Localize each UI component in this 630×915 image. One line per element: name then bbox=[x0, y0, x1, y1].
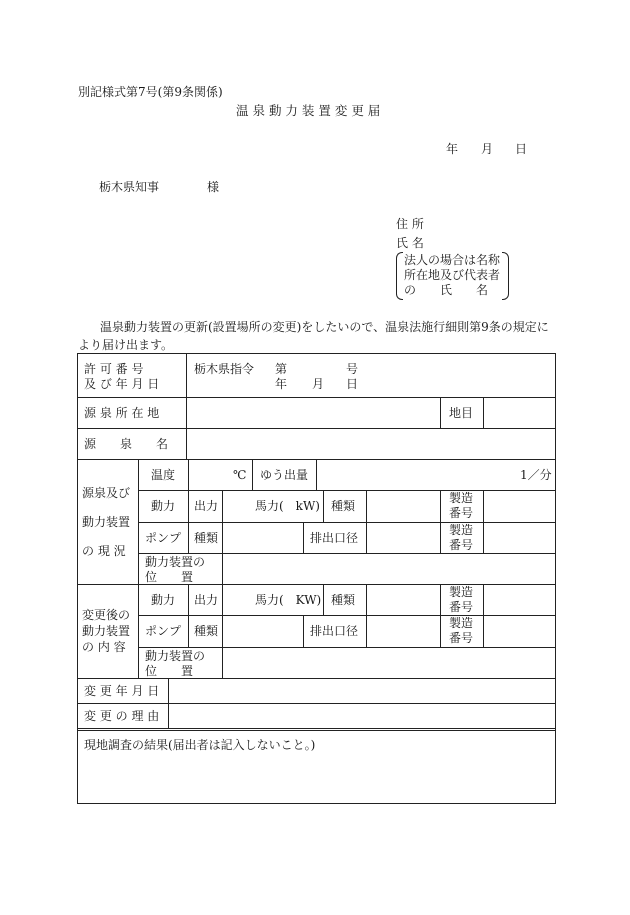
current-pump-label: ポンプ bbox=[145, 531, 182, 545]
after-horsepower-label: 馬力( KW) bbox=[255, 593, 322, 607]
current-horsepower-label: 馬力( kW) bbox=[255, 499, 320, 513]
inspection-label: 現地調査の結果(届出者は記入しないこと。) bbox=[84, 738, 316, 752]
after-pump-label: ポンプ bbox=[145, 624, 182, 638]
current-group-label-3: の 現 況 bbox=[82, 544, 126, 558]
permit-year: 年 bbox=[275, 377, 288, 391]
land-category-label: 地目 bbox=[449, 406, 474, 420]
current-outlet-label: 排出口径 bbox=[310, 531, 359, 545]
address-label: 住 所 bbox=[396, 217, 424, 231]
current-position-label-2: 位 置 bbox=[145, 570, 194, 584]
temperature-unit: ℃ bbox=[233, 468, 247, 482]
current-serial-label-1: 製造 bbox=[449, 491, 474, 505]
permit-label-line2: 及 び 年 月 日 bbox=[84, 377, 160, 391]
permit-dai: 第 bbox=[275, 362, 288, 376]
change-reason-label: 変 更 の 理 由 bbox=[84, 709, 160, 723]
after-serial-label-2: 番号 bbox=[449, 600, 474, 614]
date-day: 日 bbox=[515, 142, 528, 156]
flow-label: ゆう出量 bbox=[260, 468, 309, 482]
after-group-label-3: の 内 容 bbox=[82, 640, 126, 654]
corp-note-line2: 所在地及び代表者 bbox=[404, 268, 501, 282]
corp-note-line1: 法人の場合は名称 bbox=[404, 253, 501, 267]
after-type-label: 種類 bbox=[331, 593, 356, 607]
permit-month: 月 bbox=[312, 377, 325, 391]
corp-note-left-paren bbox=[396, 252, 403, 300]
current-type-label: 種類 bbox=[331, 499, 356, 513]
name-label: 氏 名 bbox=[396, 236, 424, 250]
flow-unit: 1／分 bbox=[520, 468, 552, 482]
temperature-label: 温度 bbox=[151, 468, 176, 482]
after-pump-type-label: 種類 bbox=[194, 624, 219, 638]
permit-label-line1: 許 可 番 号 bbox=[84, 362, 144, 376]
current-serial-label-2: 番号 bbox=[449, 506, 474, 520]
current-group-label-1: 源泉及び bbox=[82, 486, 131, 500]
style-number: 別記様式第7号(第9条関係) bbox=[78, 85, 223, 99]
current-pump-type-label: 種類 bbox=[194, 531, 219, 545]
after-power-label: 動力 bbox=[151, 593, 176, 607]
corp-note-right-paren bbox=[502, 252, 509, 300]
form-title: 温 泉 動 力 装 置 変 更 届 bbox=[236, 103, 381, 118]
addressee-honorific: 様 bbox=[207, 180, 220, 194]
body-text-line1: 温泉動力装置の更新(設置場所の変更)をしたいので、温泉法施行細則第9条の規定に bbox=[100, 320, 549, 334]
addressee-governor: 栃木県知事 bbox=[99, 180, 160, 194]
after-group-label-2: 動力装置 bbox=[82, 624, 131, 638]
current-pump-serial-label-1: 製造 bbox=[449, 523, 474, 537]
after-outlet-label: 排出口径 bbox=[310, 624, 359, 638]
after-pump-serial-label-2: 番号 bbox=[449, 631, 474, 645]
source-name-label: 源 泉 名 bbox=[84, 437, 169, 451]
after-serial-label-1: 製造 bbox=[449, 585, 474, 599]
permit-prefix: 栃木県指令 bbox=[194, 362, 255, 376]
current-output-label: 出力 bbox=[194, 499, 219, 513]
after-position-label-1: 動力装置の bbox=[145, 649, 206, 663]
date-year: 年 bbox=[446, 142, 459, 156]
after-output-label: 出力 bbox=[194, 593, 219, 607]
current-power-label: 動力 bbox=[151, 499, 176, 513]
current-position-label-1: 動力装置の bbox=[145, 555, 206, 569]
corp-note-line3: の 氏 名 bbox=[404, 283, 489, 297]
current-group-label-2: 動力装置 bbox=[82, 515, 131, 529]
source-location-label: 源 泉 所 在 地 bbox=[84, 406, 160, 420]
permit-go: 号 bbox=[346, 362, 359, 376]
after-group-label-1: 変更後の bbox=[82, 608, 131, 622]
current-pump-serial-label-2: 番号 bbox=[449, 538, 474, 552]
after-position-label-2: 位 置 bbox=[145, 664, 194, 678]
change-date-label: 変 更 年 月 日 bbox=[84, 684, 160, 698]
body-text-line2: より届け出ます。 bbox=[78, 338, 174, 352]
date-month: 月 bbox=[481, 142, 494, 156]
permit-day: 日 bbox=[346, 377, 359, 391]
after-pump-serial-label-1: 製造 bbox=[449, 616, 474, 630]
